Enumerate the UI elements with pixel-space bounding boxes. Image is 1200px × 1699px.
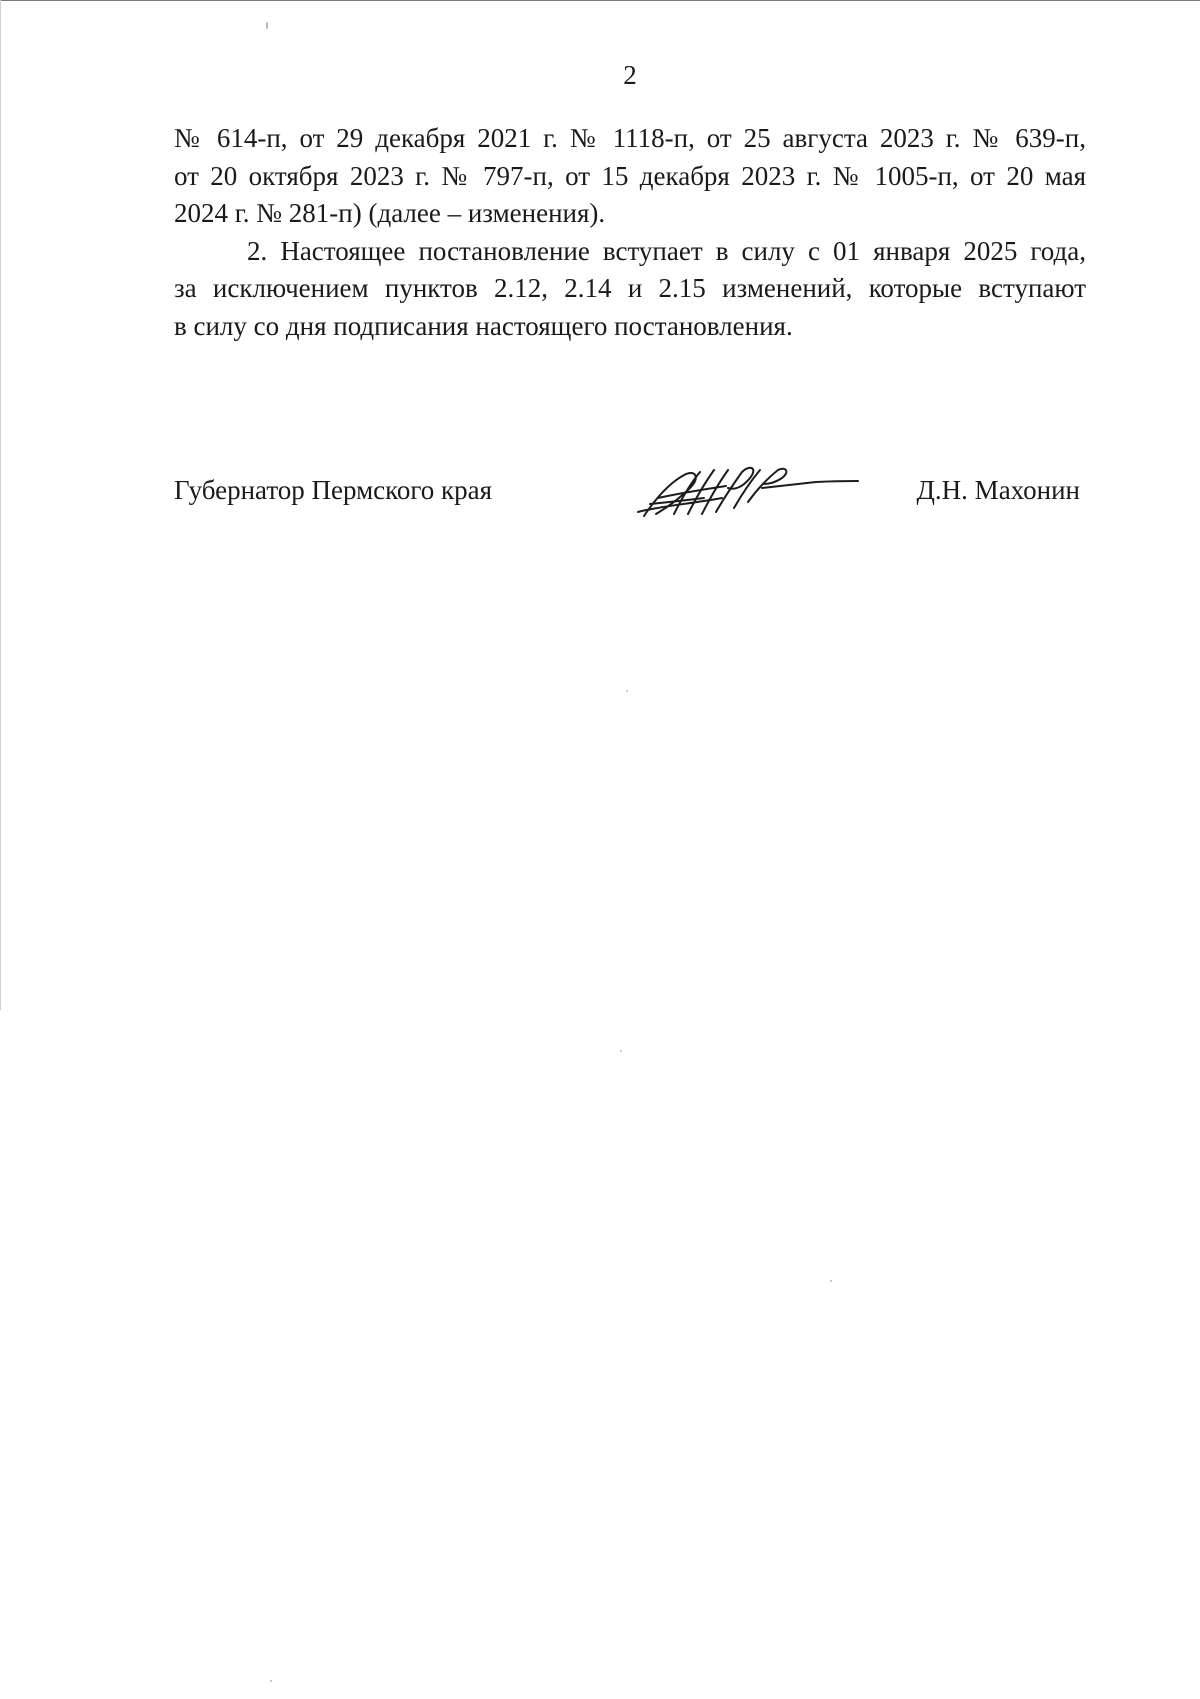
scan-left-edge xyxy=(0,0,1,1010)
scan-speck xyxy=(626,690,628,692)
signatory-position: Губернатор Пермского края xyxy=(174,475,493,505)
paragraph-2-line: за исключением пунктов 2.12, 2.14 и 2.15 изменений, которые вступают xyxy=(174,273,1086,303)
paragraph-1-line: № 614-п, от 29 декабря 2021 г. № 1118-п, от 25 августа 2023 г. № 639-п, xyxy=(174,123,1086,153)
scan-speck xyxy=(270,1680,272,1682)
paragraph-2-line: 2. Настоящее постановление вступает в силу с 01 января 2025 года, xyxy=(247,235,1086,266)
signature-block xyxy=(174,472,1086,532)
scan-speck xyxy=(620,1050,622,1052)
document-body xyxy=(174,120,1086,345)
paragraph-1-line: от 20 октября 2023 г. № 797-п, от 15 декабря 2023 г. № 1005-п, от 20 мая xyxy=(174,160,1086,191)
scan-speck xyxy=(266,22,268,29)
paragraph-2 xyxy=(174,233,1086,346)
handwritten-signature xyxy=(630,458,860,528)
signatory-name: Д.Н. Махонин xyxy=(916,475,1080,505)
scan-speck xyxy=(830,1280,832,1282)
page-number: 2 xyxy=(623,60,637,90)
paragraph-1 xyxy=(174,120,1086,233)
paragraph-1-line: 2024 г. № 281-п) (далее – изменения). xyxy=(174,198,606,228)
paragraph-2-line: в силу со дня подписания настоящего постановления. xyxy=(174,310,793,341)
scan-top-edge xyxy=(0,0,1200,1)
